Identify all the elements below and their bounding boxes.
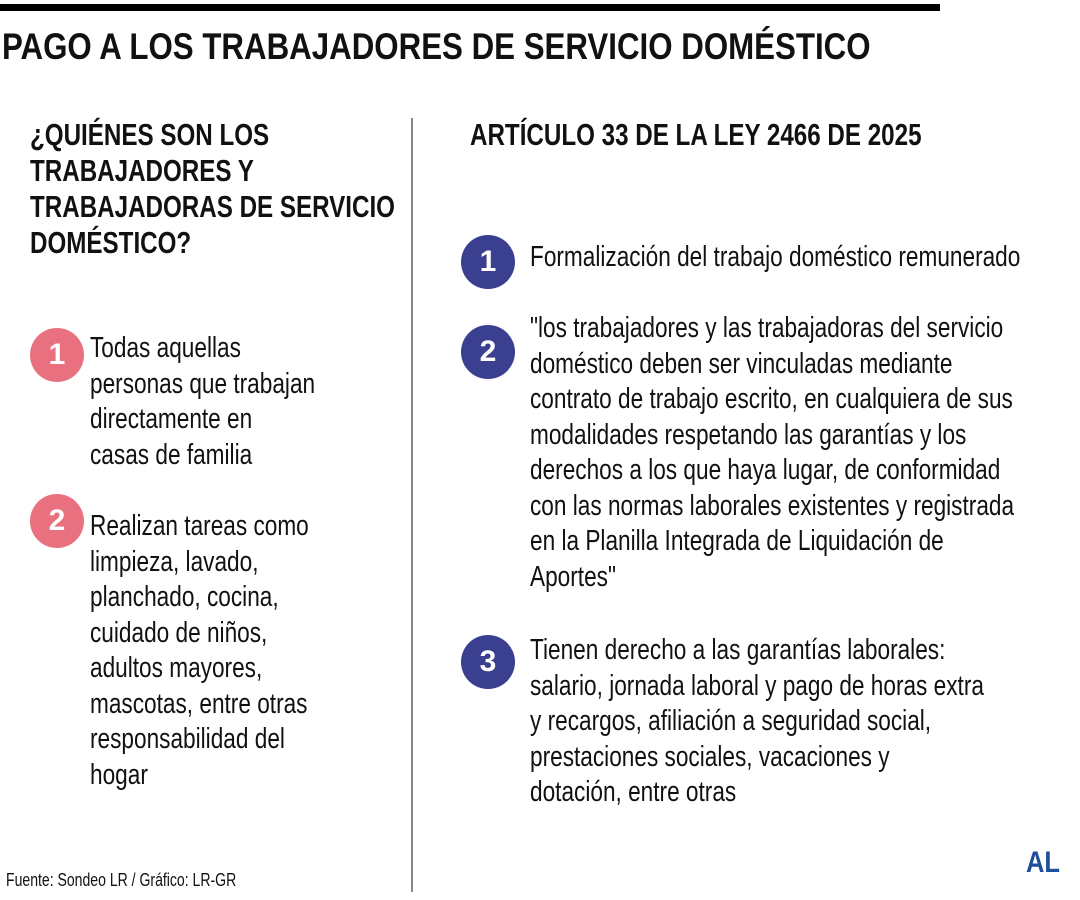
item-line: salario, jornada laboral y pago de horas extra bbox=[530, 669, 984, 702]
column-divider bbox=[411, 118, 413, 892]
left-item-2 bbox=[90, 509, 309, 793]
item-line: Tienen derecho a las garantías laborales: bbox=[530, 634, 946, 666]
left-heading bbox=[30, 117, 395, 261]
item-line: cuidado de niños, bbox=[90, 616, 268, 649]
item-line: en la Planilla Integrada de Liquidación de bbox=[530, 525, 944, 557]
item-line: prestaciones sociales, vacaciones y bbox=[530, 740, 890, 773]
item-line: adultos mayores, bbox=[90, 652, 263, 684]
number-badge-3: 3 bbox=[461, 635, 515, 689]
number-badge-1: 1 bbox=[30, 328, 84, 382]
heading-line: DOMÉSTICO? bbox=[30, 225, 192, 260]
right-item-1 bbox=[530, 240, 1020, 276]
item-line: y recargos, afiliación a seguridad social, bbox=[530, 705, 932, 737]
item-line: modalidades respetando las garantías y los bbox=[530, 418, 967, 451]
item-line: derechos a los que haya lugar, de conformidad bbox=[530, 454, 1001, 486]
number-badge-2: 2 bbox=[461, 325, 515, 379]
item-line: Aportes" bbox=[530, 560, 616, 593]
item-line: limpieza, lavado, bbox=[90, 545, 259, 578]
right-heading: ARTÍCULO 33 DE LA LEY 2466 DE 2025 bbox=[470, 117, 922, 152]
item-line: responsabilidad del bbox=[90, 723, 285, 755]
item-line: planchado, cocina, bbox=[90, 581, 279, 613]
left-item-1 bbox=[90, 331, 315, 473]
item-line: mascotas, entre otras bbox=[90, 687, 308, 720]
right-item-2 bbox=[530, 311, 1014, 595]
heading-line: ¿QUIÉNES SON LOS bbox=[30, 117, 270, 152]
source-credit: Fuente: Sondeo LR / Gráfico: LR-GR bbox=[6, 870, 237, 890]
heading-line: TRABAJADORES Y bbox=[30, 153, 254, 188]
item-line: "los trabajadores y las trabajadoras del servicio bbox=[530, 312, 1004, 344]
item-line: personas que trabajan bbox=[90, 367, 316, 400]
item-line: hogar bbox=[90, 758, 148, 791]
item-line: con las normas laborales existentes y registrada bbox=[530, 489, 1015, 522]
item-line: Todas aquellas bbox=[90, 332, 241, 364]
number-badge-2: 2 bbox=[30, 494, 84, 548]
page-title: PAGO A LOS TRABAJADORES DE SERVICIO DOMÉSTICO bbox=[2, 26, 871, 67]
item-line: doméstico deben ser vinculadas mediante bbox=[530, 347, 953, 380]
item-line: dotación, entre otras bbox=[530, 776, 737, 808]
brand-logo: AL bbox=[1026, 846, 1060, 879]
top-rule bbox=[0, 4, 940, 11]
heading-line: TRABAJADORAS DE SERVICIO bbox=[30, 189, 395, 224]
right-item-3 bbox=[530, 633, 984, 811]
item-line: Realizan tareas como bbox=[90, 510, 309, 542]
item-line: Formalización del trabajo doméstico remunerado bbox=[530, 241, 1021, 273]
item-line: casas de familia bbox=[90, 438, 253, 471]
item-line: directamente en bbox=[90, 403, 253, 435]
number-badge-1: 1 bbox=[461, 235, 515, 289]
item-line: contrato de trabajo escrito, en cualquiera de sus bbox=[530, 383, 1013, 415]
